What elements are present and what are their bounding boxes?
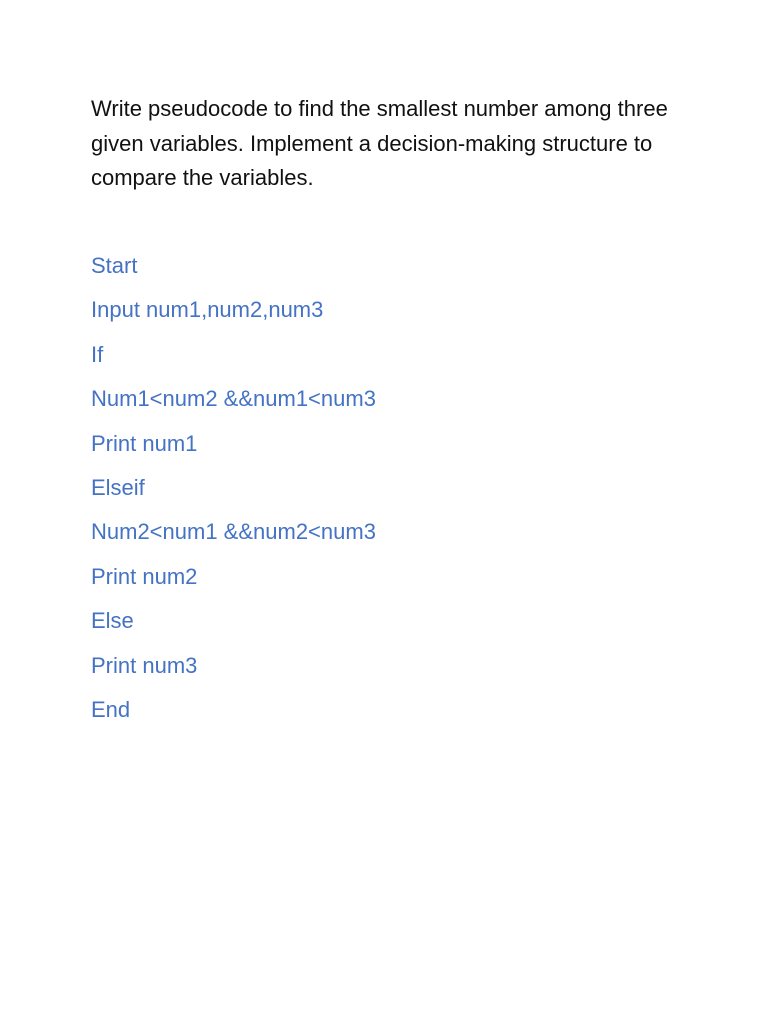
pseudocode-block [91,249,376,737]
pseudocode-line-condition-1: Num1<num2 &&num1<num3 [91,386,376,412]
pseudocode-line-print-num3: Print num3 [91,652,198,678]
question-text: Write pseudocode to find the smallest number among three given variables. Implement a decision-making structure to compare the variables. [91,96,668,190]
pseudocode-line-start: Start [91,253,138,278]
pseudocode-line-end: End [91,696,131,722]
pseudocode-line-if: If [91,341,104,367]
pseudocode-line-print-num1: Print num1 [91,430,198,456]
pseudocode-line-condition-2: Num2<num1 &&num2<num3 [91,519,376,545]
pseudocode-line-input: Input num1,num2,num3 [91,297,324,323]
pseudocode-line-else: Else [91,608,134,634]
pseudocode-line-print-num2: Print num2 [91,563,198,589]
pseudocode-line-elseif: Elseif [91,474,145,500]
